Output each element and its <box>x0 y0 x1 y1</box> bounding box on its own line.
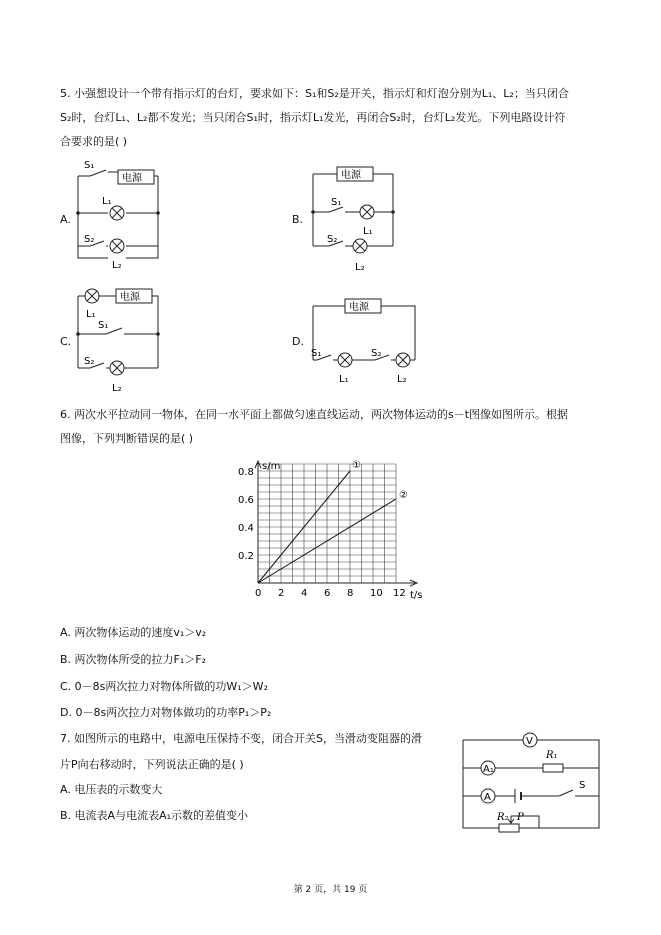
chart-ylabel: s/m <box>262 461 281 472</box>
label-v: V <box>526 736 533 747</box>
q5-circuit-d <box>305 290 423 390</box>
label-l2-a: L₂ <box>112 260 122 271</box>
label-l1-a: L₁ <box>102 196 112 207</box>
label-r2: R₂ <box>497 812 509 823</box>
chart-axes <box>255 461 417 586</box>
label-l2-b: L₂ <box>355 262 365 273</box>
label-l1-c: L₁ <box>86 309 96 320</box>
label-s2-b: S₂ <box>327 234 338 245</box>
label-s1-c: S₁ <box>98 320 109 331</box>
label-l2-d: L₂ <box>397 374 407 385</box>
label-s1-b: S₁ <box>331 197 342 208</box>
label-p: P <box>517 812 524 823</box>
q7-line-1: 7. 如图所示的电路中，电源电压保持不变，闭合开关S，当滑动变阻器的滑 <box>60 732 422 745</box>
q6-line-2: 图像，下列判断错误的是( ) <box>60 432 194 445</box>
y-tick-label: 0.8 <box>238 467 254 478</box>
q7-option-a: A. 电压表的示数变大 <box>60 783 163 796</box>
label-a: A <box>484 792 491 803</box>
q5-option-d-label: D. <box>292 335 304 348</box>
chart-xlabel: t/s <box>410 590 423 601</box>
q5-option-b-label: B. <box>292 213 304 226</box>
x-tick-label: 2 <box>278 588 285 599</box>
q5-line-3: 合要求的是( ) <box>60 135 128 148</box>
label-s2-a: S₂ <box>84 234 95 245</box>
chart-grid <box>258 464 396 583</box>
page-footer: 第 2 页，共 19 页 <box>293 885 368 895</box>
x-tick-label: 12 <box>393 588 406 599</box>
q5-circuit-a <box>70 158 170 278</box>
y-tick-label: 0.6 <box>238 495 254 506</box>
x-tick-label: 6 <box>324 588 331 599</box>
label-l1-b: L₁ <box>363 226 373 237</box>
x-tick-label: 0 <box>255 588 262 599</box>
q7-circuit <box>455 728 605 838</box>
x-tick-label: 4 <box>301 588 308 599</box>
power-label-d: 电源 <box>349 302 369 313</box>
label-s: S <box>579 780 586 791</box>
q6-option-c: C. 0－8s两次拉力对物体所做的功W₁＞W₂ <box>60 680 268 693</box>
power-label-a: 电源 <box>122 173 142 184</box>
q5-line-2: S₂时，台灯L₁、L₂都不发光；当只闭合S₁时，指示灯L₁发光，再闭合S₂时，台灯L₂发光。下列电路设计符 <box>60 111 566 124</box>
st-chart <box>230 455 430 605</box>
q6-option-b: B. 两次物体所受的拉力F₁＞F₂ <box>60 653 207 666</box>
label-s1-d: S₁ <box>311 348 322 359</box>
q5-option-c-label: C. <box>60 335 72 348</box>
q6-line-1: 6. 两次水平拉动同一物体，在同一水平面上都做匀速直线运动，两次物体运动的s－t图像如图所示。根据 <box>60 408 569 421</box>
label-l1-d: L₁ <box>339 374 349 385</box>
q5-circuit-c <box>70 280 170 402</box>
label-s2-d: S₂ <box>371 348 382 359</box>
y-tick-label: 0.2 <box>238 551 254 562</box>
q5-line-1: 5. 小强想设计一个带有指示灯的台灯，要求如下：S₁和S₂是开关，指示灯和灯泡分别为L₁、L₂；当只闭合 <box>60 87 569 100</box>
q5-circuit-b <box>305 158 405 278</box>
series-label-1: ① <box>352 460 361 471</box>
q6-option-a: A. 两次物体运动的速度v₁＞v₂ <box>60 626 207 639</box>
power-label-c: 电源 <box>120 292 140 303</box>
q7-option-b: B. 电流表A与电流表A₁示数的差值变小 <box>60 809 248 822</box>
q5-option-a-label: A. <box>60 213 71 226</box>
label-r1: R₁ <box>546 750 558 761</box>
label-l2-c: L₂ <box>112 383 122 394</box>
q7-line-2: 片P向右移动时，下列说法正确的是( ) <box>60 758 244 771</box>
label-a1: A₁ <box>483 764 494 775</box>
x-tick-label: 10 <box>370 588 383 599</box>
label-s2-c: S₂ <box>84 356 95 367</box>
y-tick-label: 0.4 <box>238 523 254 534</box>
q6-option-d: D. 0－8s两次拉力对物体做功的功率P₁＞P₂ <box>60 706 272 719</box>
series-label-2: ② <box>399 490 408 501</box>
label-s1-a: S₁ <box>84 160 95 171</box>
power-label-b: 电源 <box>341 170 361 181</box>
x-tick-label: 8 <box>347 588 354 599</box>
